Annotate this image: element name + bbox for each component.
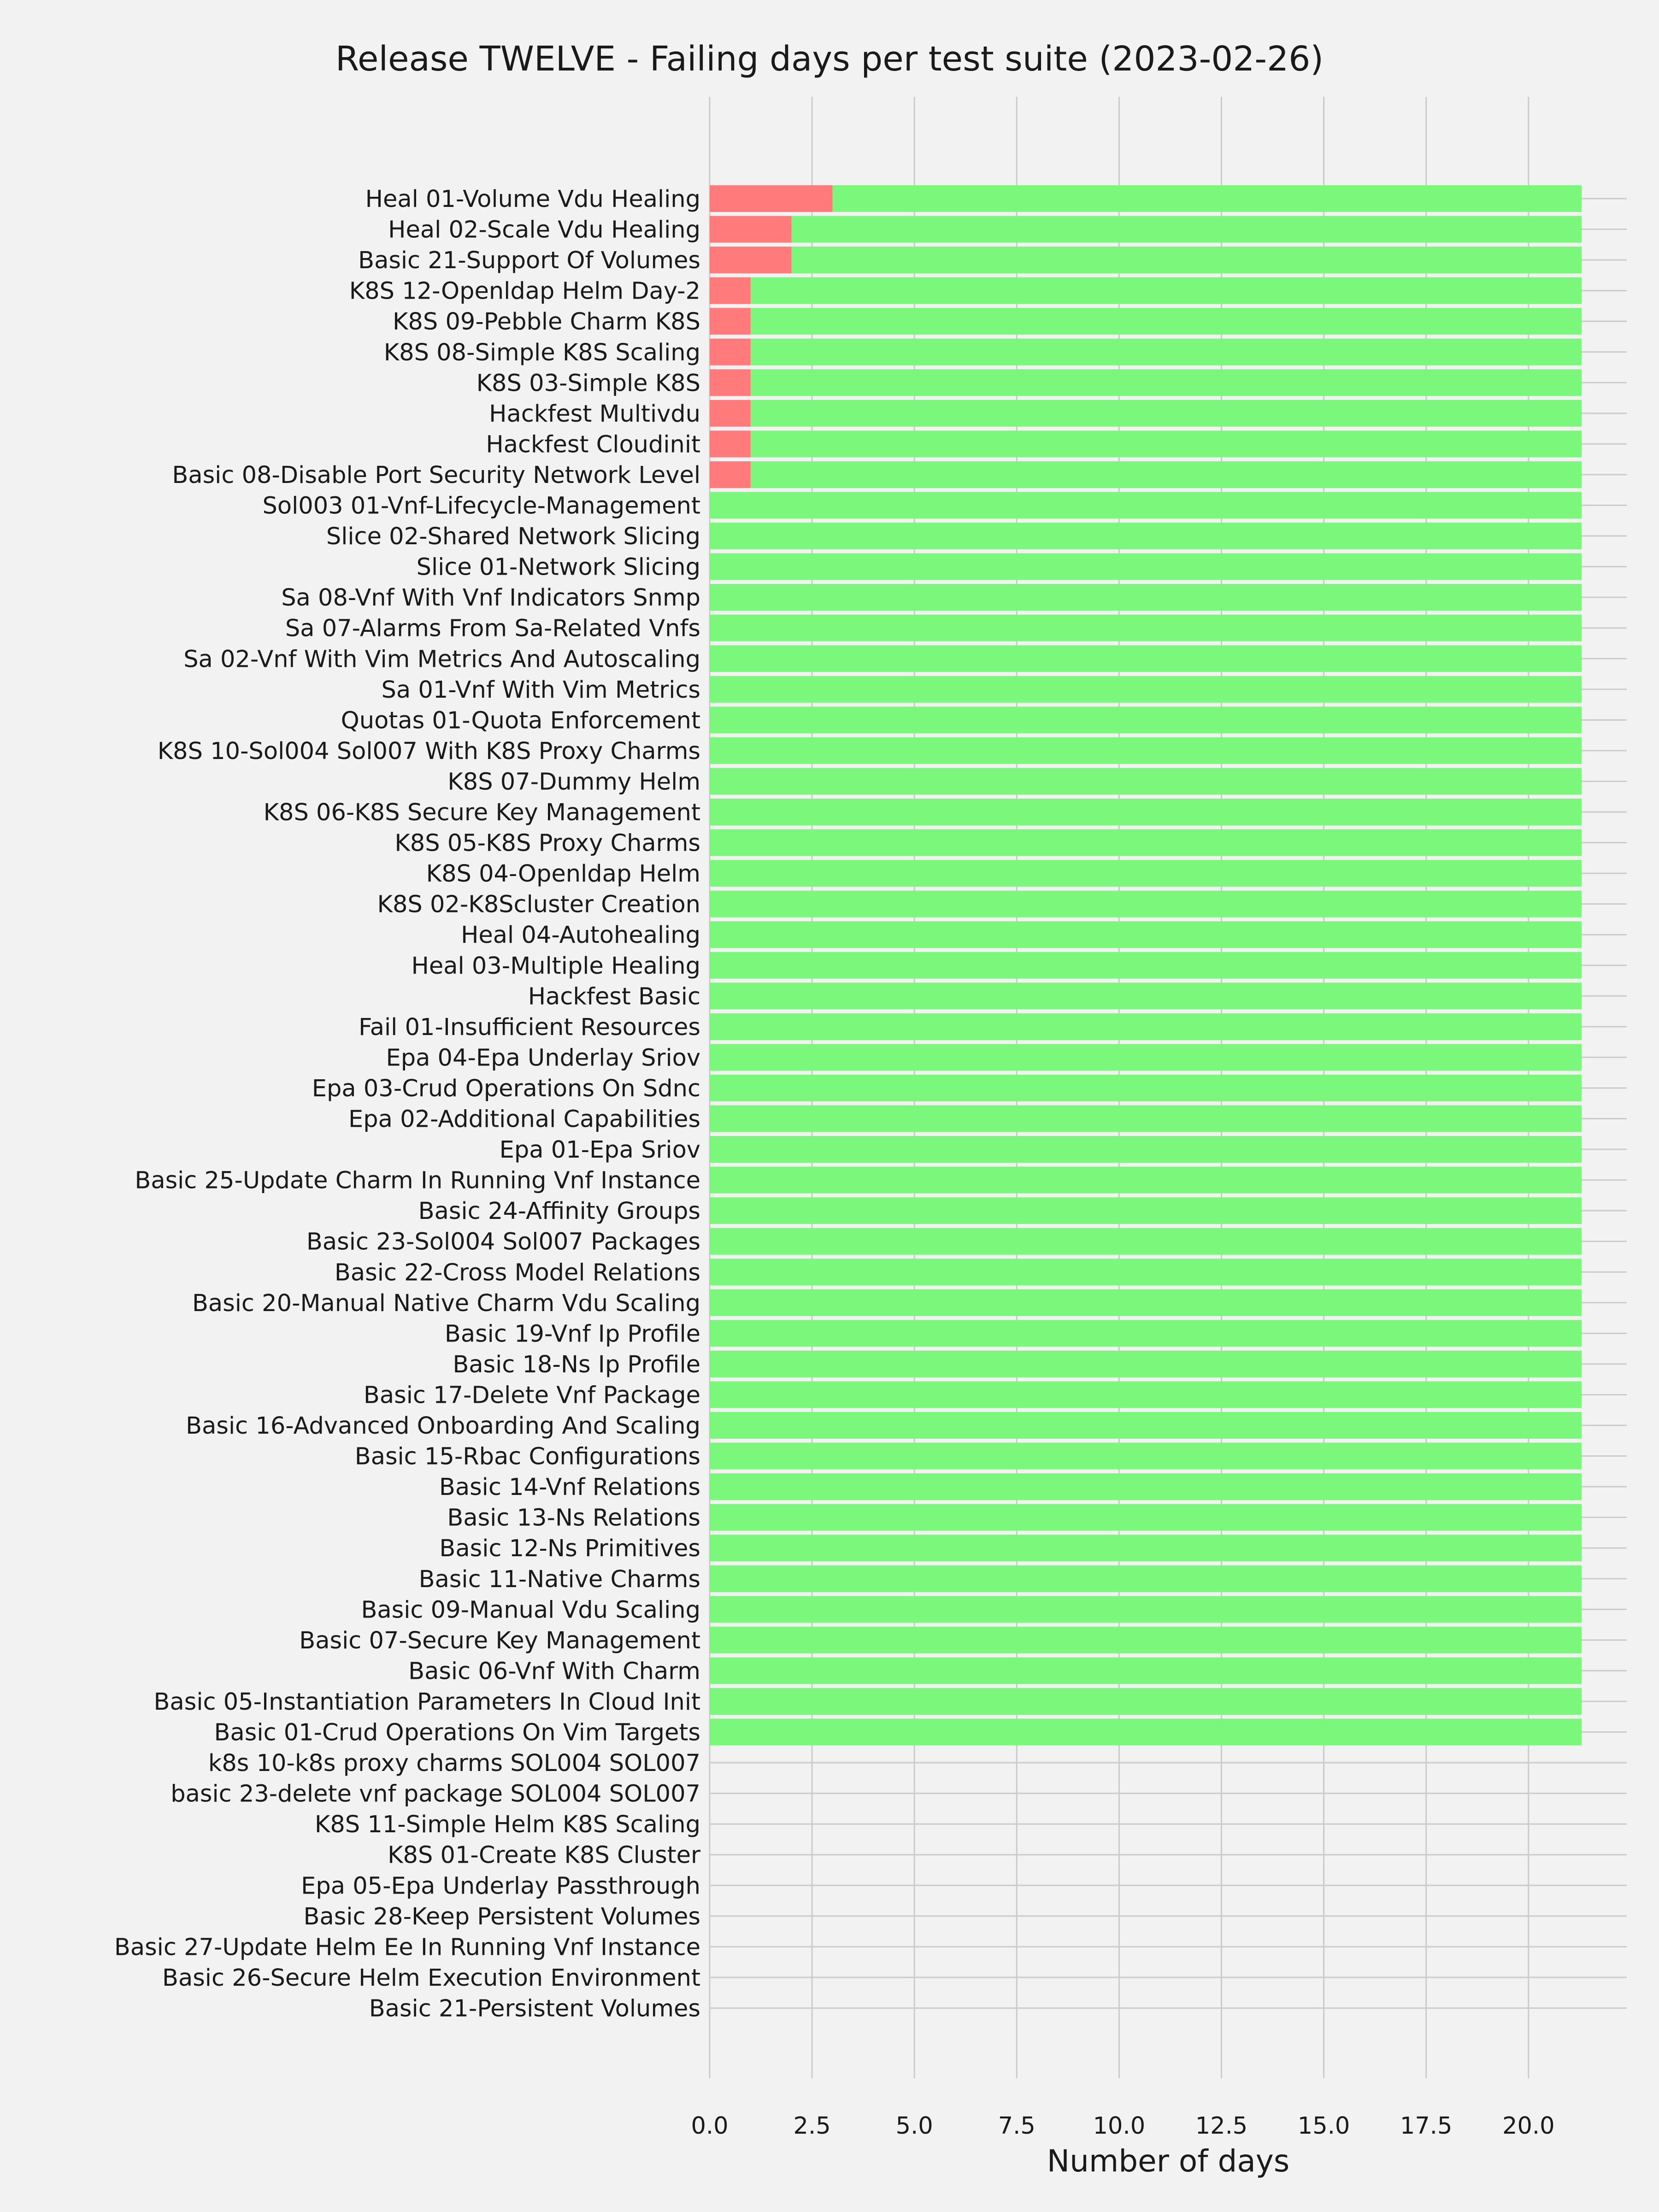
category-label: K8S 04-Openldap Helm: [426, 860, 700, 888]
category-label: Epa 04-Epa Underlay Sriov: [386, 1044, 700, 1072]
category-label: Basic 08-Disable Port Security Network Level: [172, 461, 700, 489]
bar-failing: [710, 400, 751, 427]
bar-passing: [710, 737, 1582, 764]
category-label: Sa 02-Vnf With Vim Metrics And Autoscaling: [183, 646, 700, 673]
category-label: Basic 21-Support Of Volumes: [358, 247, 700, 275]
bar-passing: [710, 921, 1582, 948]
x-tick-label: 5.0: [895, 2112, 933, 2140]
bar-passing: [710, 645, 1582, 672]
category-label: Hackfest Basic: [528, 983, 700, 1011]
bar-passing: [710, 1657, 1582, 1684]
category-label: Basic 28-Keep Persistent Volumes: [303, 1903, 700, 1930]
bar-layer: [710, 185, 1582, 1746]
category-label: K8S 09-Pebble Charm K8S: [392, 308, 700, 336]
bar-failing: [710, 308, 751, 335]
bar-passing: [833, 185, 1582, 212]
category-label: Hackfest Multivdu: [489, 400, 700, 428]
bar-failing: [710, 216, 792, 243]
bar-passing: [751, 369, 1582, 396]
category-label: K8S 10-Sol004 Sol007 With K8S Proxy Charms: [157, 737, 700, 765]
bar-passing: [710, 1351, 1582, 1377]
category-label: Sa 07-Alarms From Sa-Related Vnfs: [285, 615, 700, 642]
category-label: Sol003 01-Vnf-Lifecycle-Management: [262, 492, 700, 520]
bar-passing: [710, 1596, 1582, 1623]
category-label: Basic 18-Ns Ip Profile: [453, 1351, 700, 1378]
bar-passing: [710, 676, 1582, 703]
category-label: Basic 23-Sol004 Sol007 Packages: [306, 1228, 700, 1256]
category-label: Heal 01-Volume Vdu Healing: [365, 186, 700, 213]
bar-passing: [710, 553, 1582, 580]
category-label: K8S 02-K8Scluster Creation: [377, 891, 700, 918]
bar-passing: [751, 339, 1582, 365]
category-label: K8S 07-Dummy Helm: [447, 768, 700, 796]
bar-passing: [710, 1075, 1582, 1101]
bar-passing: [751, 308, 1582, 335]
bar-passing: [710, 860, 1582, 887]
bar-passing: [751, 277, 1582, 304]
bar-failing: [710, 430, 751, 457]
x-tick-label: 17.5: [1400, 2112, 1453, 2140]
bar-passing: [710, 1535, 1582, 1561]
bar-passing: [710, 1289, 1582, 1316]
category-label: Sa 08-Vnf With Vnf Indicators Snmp: [281, 584, 700, 612]
category-label: Basic 14-Vnf Relations: [439, 1474, 700, 1501]
bar-passing: [751, 430, 1582, 457]
bar-passing: [792, 247, 1582, 273]
category-label: Basic 21-Persistent Volumes: [369, 1995, 700, 2023]
bar-passing: [710, 1167, 1582, 1194]
chart-title: Release TWELVE - Failing days per test suite (2023-02-26): [335, 39, 1324, 79]
bar-passing: [710, 1443, 1582, 1470]
category-label: K8S 12-Openldap Helm Day-2: [349, 277, 700, 305]
bar-failing: [710, 185, 833, 212]
category-label: Basic 16-Advanced Onboarding And Scaling: [186, 1412, 700, 1440]
category-label: Basic 05-Instantiation Parameters In Cloud Init: [153, 1688, 700, 1716]
category-label: Quotas 01-Quota Enforcement: [341, 707, 700, 735]
category-label: Slice 01-Network Slicing: [416, 553, 700, 581]
category-label: K8S 11-Simple Helm K8S Scaling: [314, 1811, 700, 1839]
bar-passing: [710, 1228, 1582, 1255]
bar-passing: [710, 952, 1582, 979]
category-label: Hackfest Cloudinit: [486, 431, 700, 459]
category-label: Basic 19-Vnf Ip Profile: [444, 1320, 700, 1348]
bar-passing: [710, 1473, 1582, 1500]
bar-passing: [710, 1044, 1582, 1071]
category-label: Epa 03-Crud Operations On Sdnc: [312, 1075, 700, 1102]
category-label: K8S 05-K8S Proxy Charms: [394, 830, 700, 857]
category-label: Epa 02-Additional Capabilities: [348, 1106, 700, 1133]
category-label: K8S 03-Simple K8S: [476, 370, 700, 397]
x-tick-label: 2.5: [793, 2112, 831, 2140]
bar-passing: [710, 584, 1582, 611]
category-label: Basic 06-Vnf With Charm: [408, 1658, 700, 1685]
bar-failing: [710, 461, 751, 488]
category-label: K8S 01-Create K8S Cluster: [388, 1841, 700, 1869]
bar-passing: [792, 216, 1582, 243]
category-label: Basic 22-Cross Model Relations: [334, 1259, 700, 1287]
bar-failing: [710, 247, 792, 273]
category-label: Basic 25-Update Charm In Running Vnf Instance: [135, 1167, 700, 1194]
bar-passing: [710, 1504, 1582, 1531]
bar-failing: [710, 369, 751, 396]
category-label: Slice 02-Shared Network Slicing: [326, 523, 700, 551]
category-label: Fail 01-Insufficient Resources: [359, 1013, 700, 1041]
bar-passing: [710, 830, 1582, 856]
category-label: Heal 02-Scale Vdu Healing: [388, 216, 700, 244]
bar-failing: [710, 277, 751, 304]
category-label: K8S 08-Simple K8S Scaling: [383, 339, 700, 366]
bar-passing: [710, 1197, 1582, 1224]
category-label: Heal 03-Multiple Healing: [411, 952, 700, 980]
category-label: Epa 05-Epa Underlay Passthrough: [301, 1872, 700, 1900]
category-label: Basic 26-Secure Helm Execution Environment: [162, 1964, 700, 1992]
category-label: K8S 06-K8S Secure Key Management: [263, 799, 700, 826]
category-label: Basic 11-Native Charms: [418, 1565, 700, 1593]
x-tick-label: 15.0: [1297, 2112, 1350, 2140]
category-label: Basic 12-Ns Primitives: [439, 1535, 700, 1563]
x-axis-label: Number of days: [1047, 2143, 1290, 2179]
bar-passing: [710, 615, 1582, 641]
category-label: Epa 01-Epa Sriov: [499, 1136, 700, 1164]
x-tick-label: 10.0: [1093, 2112, 1146, 2140]
bar-passing: [710, 1412, 1582, 1439]
bar-passing: [710, 1381, 1582, 1408]
bar-passing: [710, 1259, 1582, 1285]
bar-passing: [710, 768, 1582, 794]
category-label: Basic 15-Rbac Configurations: [354, 1443, 700, 1471]
category-label: Basic 01-Crud Operations On Vim Targets: [214, 1719, 700, 1747]
bar-passing: [710, 523, 1582, 549]
category-label: Basic 07-Secure Key Management: [299, 1627, 700, 1654]
x-tick-label: 12.5: [1195, 2112, 1248, 2140]
bar-passing: [710, 1320, 1582, 1347]
bar-passing: [710, 1013, 1582, 1040]
bar-passing: [710, 982, 1582, 1009]
category-label: Basic 20-Manual Native Charm Vdu Scaling: [192, 1289, 700, 1317]
category-label: Sa 01-Vnf With Vim Metrics: [381, 676, 700, 704]
bar-passing: [710, 706, 1582, 733]
bar-passing: [710, 891, 1582, 918]
bar-passing: [710, 1688, 1582, 1715]
category-label: Basic 13-Ns Relations: [447, 1504, 700, 1532]
category-label: Heal 04-Autohealing: [461, 922, 700, 949]
bar-passing: [710, 1565, 1582, 1592]
bar-passing: [710, 799, 1582, 825]
category-label: k8s 10-k8s proxy charms SOL004 SOL007: [208, 1750, 700, 1777]
x-tick-label: 0.0: [691, 2112, 729, 2140]
category-label: Basic 09-Manual Vdu Scaling: [361, 1596, 700, 1624]
bar-passing: [710, 492, 1582, 519]
bar-passing: [710, 1136, 1582, 1163]
bar-passing: [710, 1627, 1582, 1653]
bar-passing: [710, 1106, 1582, 1132]
bar-failing: [710, 339, 751, 365]
x-tick-label: 7.5: [998, 2112, 1035, 2140]
bar-passing: [751, 461, 1582, 488]
category-label: basic 23-delete vnf package SOL004 SOL007: [171, 1780, 700, 1808]
x-tick-label: 20.0: [1502, 2112, 1555, 2140]
category-label: Basic 27-Update Helm Ee In Running Vnf Instance: [114, 1934, 700, 1961]
bar-passing: [751, 400, 1582, 427]
bar-passing: [710, 1719, 1582, 1746]
category-label: Basic 17-Delete Vnf Package: [363, 1382, 700, 1409]
category-label: Basic 24-Affinity Groups: [418, 1198, 700, 1225]
